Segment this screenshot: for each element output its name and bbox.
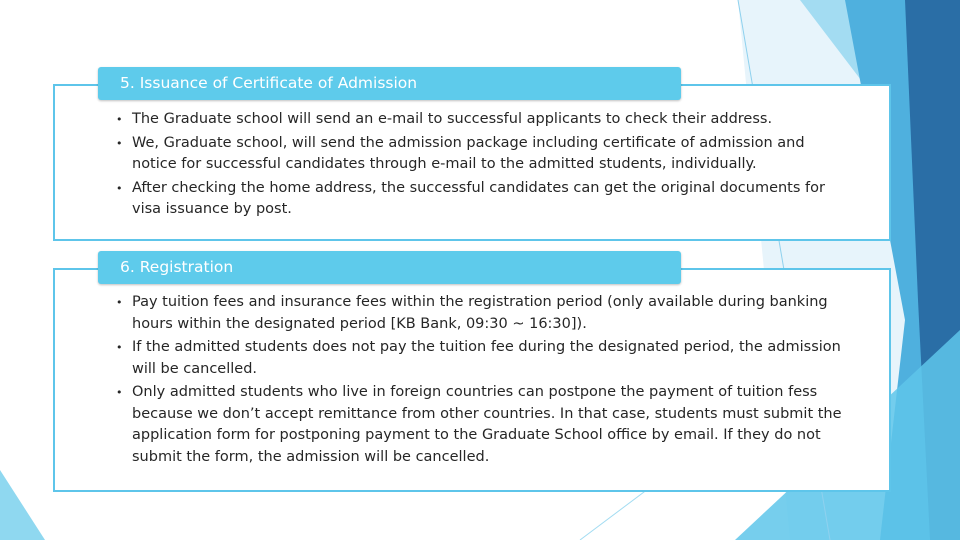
bullet-text: Pay tuition fees and insurance fees within the registration period (only available during banking hours within the designated period [KB Bank, 09:30 ~ 16:30]). [132,294,828,332]
list-item [113,382,843,468]
list-item [113,292,843,335]
bullet-icon: • [116,113,123,126]
bullet-text: After checking the home address, the successful candidates can get the original documents for visa issuance by post. [132,179,825,217]
bullet-list-registration [113,292,843,470]
bullet-icon: • [116,296,123,309]
list-item [113,178,843,221]
list-item [113,133,843,176]
bullet-list-certificate [113,109,843,223]
bullet-text: We, Graduate school, will send the admission package including certificate of admission and notice for successful candidates through e-mail to the admitted students, individually. [132,134,805,172]
bullet-icon: • [116,181,123,195]
bullet-text: If the admitted students does not pay the tuition fee during the designated period, the admission will be cancelled. [132,339,841,377]
bullet-icon: • [116,136,123,150]
list-item [113,337,843,380]
deco-left-triangle [0,470,45,540]
section-heading-certificate: 5. Issuance of Certificate of Admission [98,67,681,100]
bullet-icon: • [116,386,123,399]
bullet-text: The Graduate school will send an e-mail to successful applicants to check their address. [132,111,773,127]
bullet-text: Only admitted students who live in foreign countries can postpone the payment of tuition fess because we don’t accept remittance from other countries. In that case, students must submit the application form for postponing payment to the Graduate School office by email. If they do not submit the form, the admission will be cancelled. [132,384,842,465]
bullet-icon: • [116,341,123,354]
section-heading-registration: 6. Registration [98,251,681,284]
list-item [113,109,843,131]
